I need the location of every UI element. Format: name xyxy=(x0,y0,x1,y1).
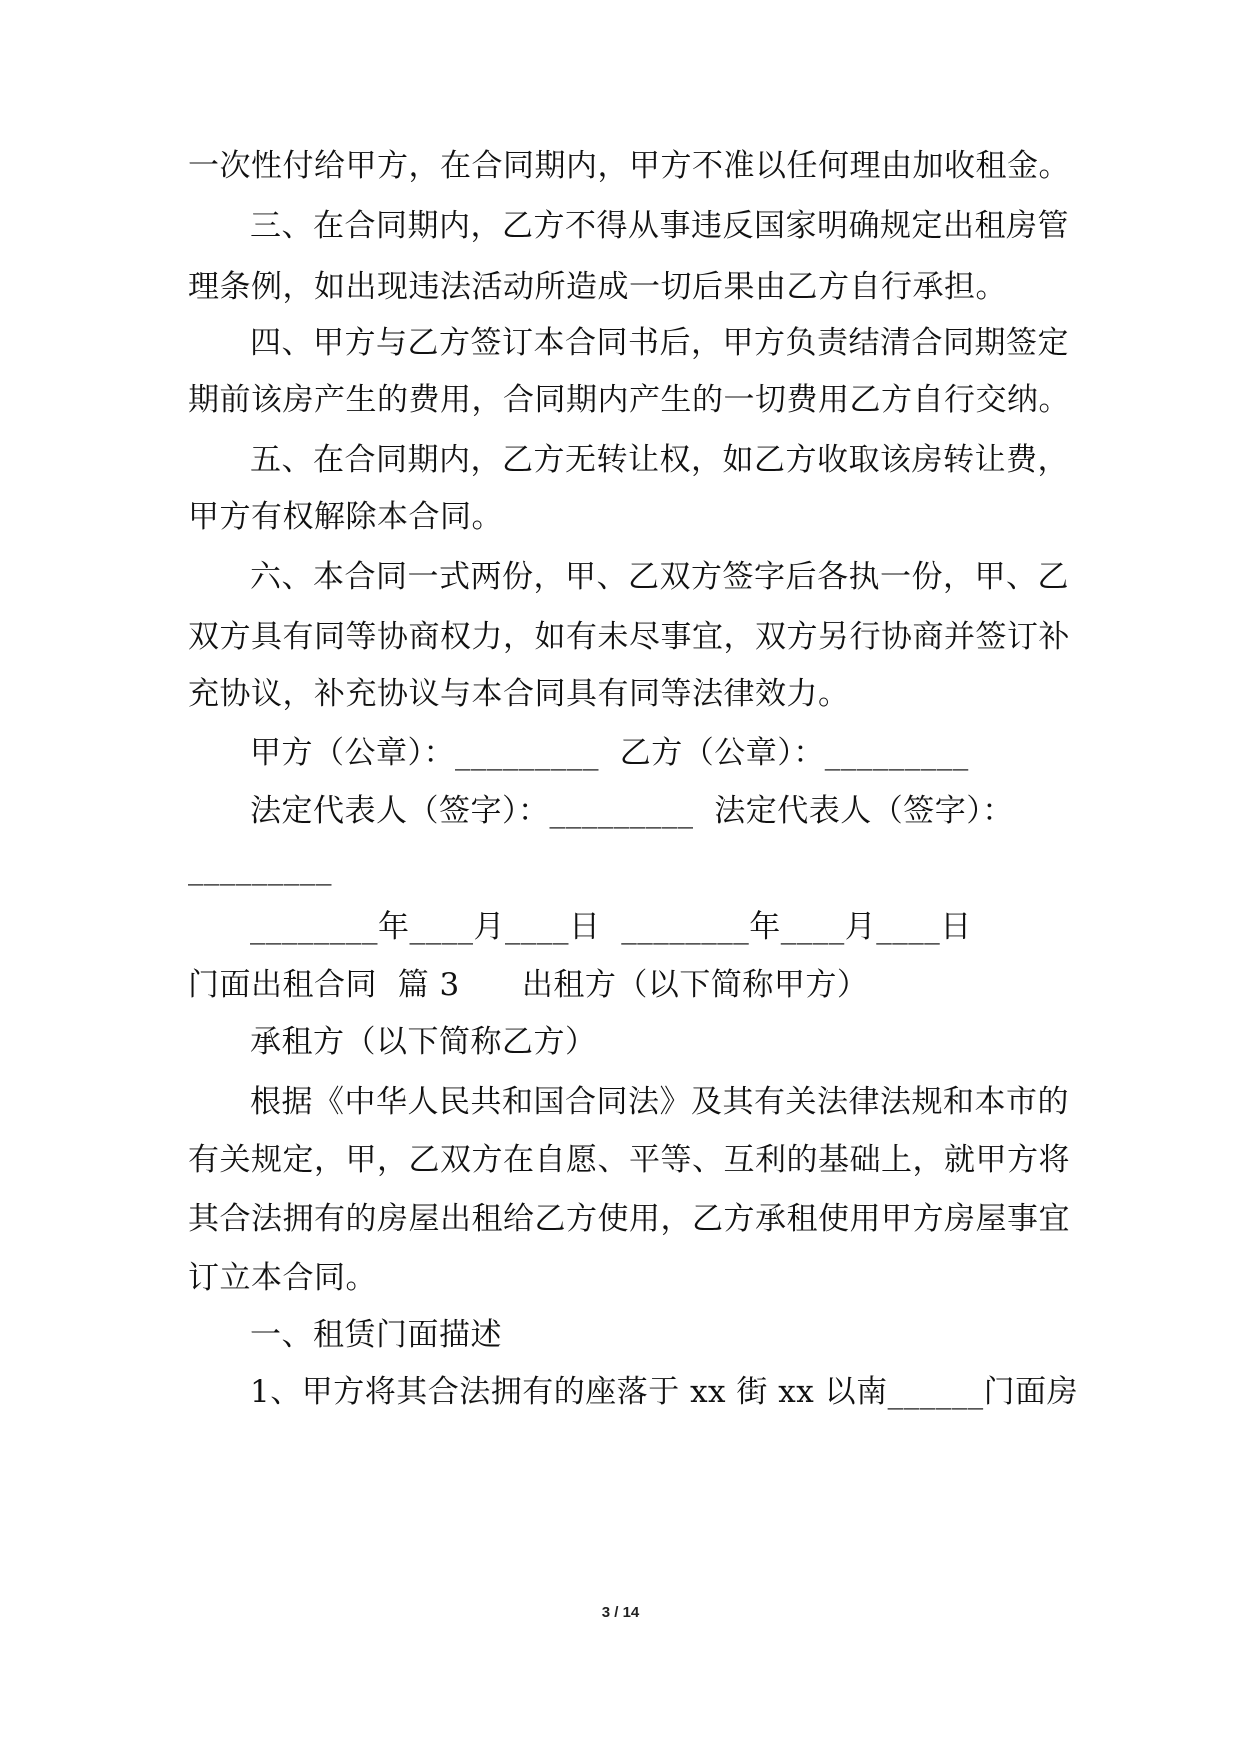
text-line: 三、在合同期内，乙方不得从事违反国家明确规定出租房管 xyxy=(250,208,1069,244)
text-line: 订立本合同。 xyxy=(188,1260,377,1296)
text-line: 理条例，如出现违法活动所造成一切后果由乙方自行承担。 xyxy=(188,269,1007,305)
subsection-heading: 一、租赁门面描述 xyxy=(250,1317,502,1353)
text-line: 四、甲方与乙方签订本合同书后，甲方负责结清合同期签定 xyxy=(250,325,1069,361)
signature-line-seal: 甲方（公章）：_________ 乙方（公章）：_________ xyxy=(250,735,969,771)
text-line: 甲方有权解除本合同。 xyxy=(188,499,503,535)
signature-blank: _________ xyxy=(188,850,332,886)
section-heading: 门面出租合同 篇 3 出租方（以下简称甲方） xyxy=(188,967,869,1003)
text-line: 1、甲方将其合法拥有的座落于 xx 街 xx 以南______门面房 xyxy=(250,1374,1079,1410)
text-line: 根据《中华人民共和国合同法》及其有关法律法规和本市的 xyxy=(250,1084,1069,1120)
text-line: 期前该房产生的费用，合同期内产生的一切费用乙方自行交纳。 xyxy=(188,382,1070,418)
text-line: 有关规定，甲，乙双方在自愿、平等、互利的基础上，就甲方将 xyxy=(188,1142,1070,1178)
text-line: 双方具有同等协商权力，如有未尽事宜，双方另行协商并签订补 xyxy=(188,619,1070,655)
text-line: 其合法拥有的房屋出租给乙方使用，乙方承租使用甲方房屋事宜 xyxy=(188,1201,1070,1237)
text-line: 充协议，补充协议与本合同具有同等法律效力。 xyxy=(188,676,850,712)
text-line: 承租方（以下简称乙方） xyxy=(250,1024,597,1060)
text-line: 六、本合同一式两份，甲、乙双方签字后各执一份，甲、乙 xyxy=(250,559,1069,595)
page-number: 3 / 14 xyxy=(601,1604,640,1621)
date-line: ________年____月____日 ________年____月____日 xyxy=(250,909,972,945)
signature-line-representative: 法定代表人（签字）：_________ 法定代表人（签字）： xyxy=(250,793,1014,829)
text-line: 五、在合同期内，乙方无转让权，如乙方收取该房转让费， xyxy=(250,442,1069,478)
text-line: 一次性付给甲方，在合同期内，甲方不准以任何理由加收租金。 xyxy=(188,148,1070,184)
